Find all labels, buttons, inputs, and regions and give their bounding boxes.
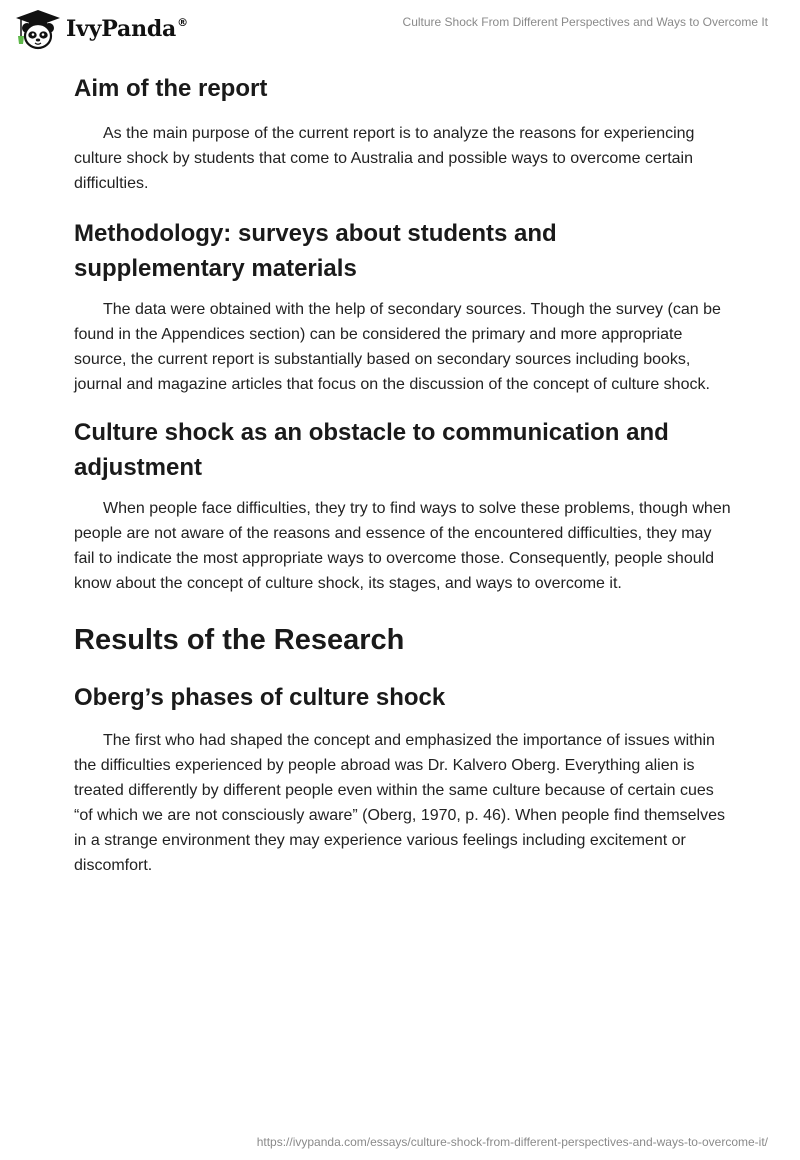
panda-mortarboard-icon xyxy=(14,8,62,50)
article-content xyxy=(74,70,734,878)
footer-source-url[interactable]: https://ivypanda.com/essays/culture-shock-from-different-perspectives-and-ways-to-overcome-it/ xyxy=(256,1135,768,1149)
heading-methodology: Methodology: surveys about students and supplementary materials xyxy=(74,220,557,282)
registered-mark: ® xyxy=(177,15,188,29)
logo-wordmark: IvyPanda® xyxy=(66,15,188,42)
paragraph-culture-shock-obstacle: When people face difficulties, they try to find ways to solve these problems, though when people are not aware of the reasons and essence of the encountered difficulties, they may fail to indicate the most appropriate ways to overcome those. Consequently, people should know about the concept of culture shock, its stages, and ways to overcome it. xyxy=(74,500,731,592)
paragraph-aim: As the main purpose of the current report is to analyze the reasons for experiencing culture shock by students that come to Australia and possible ways to overcome certain difficulties. xyxy=(74,125,695,192)
ivypanda-logo[interactable] xyxy=(14,8,188,50)
page-header xyxy=(0,0,800,60)
heading-culture-shock-obstacle: Culture shock as an obstacle to communication and adjustment xyxy=(74,419,669,481)
document-title: Culture Shock From Different Perspectives and Ways to Overcome It xyxy=(402,15,768,29)
heading-aim: Aim of the report xyxy=(74,75,268,102)
heading-results: Results of the Research xyxy=(74,624,405,656)
paragraph-oberg-phases: The first who had shaped the concept and emphasized the importance of issues within the difficulties experienced by people abroad was Dr. Kalvero Oberg. Everything alien is treated differently by different people even within the same culture because of certain cues “of which we are not consciously aware” (Oberg, 1970, p. 46). When people find themselves in a strange environment they may experience various feelings including excitement or discomfort. xyxy=(74,732,725,874)
paragraph-methodology: The data were obtained with the help of secondary sources. Though the survey (can be found in the Appendices section) can be considered the primary and more appropriate source, the current report is substantially based on secondary sources including books, journal and magazine articles that focus on the discussion of the concept of culture shock. xyxy=(74,301,721,393)
heading-oberg-phases: Oberg’s phases of culture shock xyxy=(74,684,446,711)
